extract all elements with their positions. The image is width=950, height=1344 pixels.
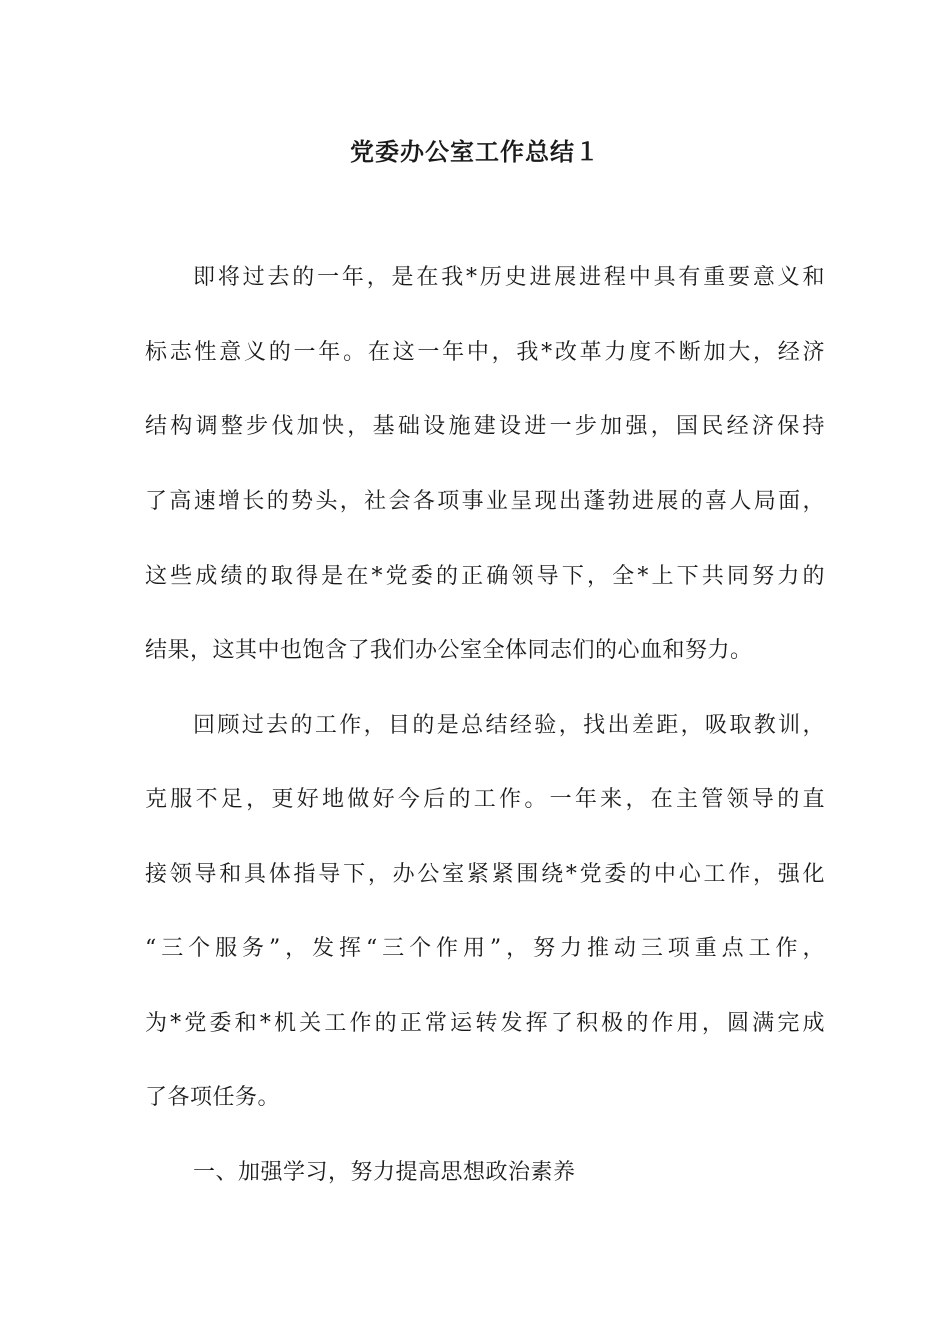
paragraph-line: 结果，这其中也饱含了我们办公室全体同志们的心血和努力。 [145, 638, 753, 663]
section-heading: 一、加强学习，努力提高思想政治素养 [193, 1160, 576, 1185]
document-title: 党委办公室工作总结１ [350, 137, 600, 166]
paragraph-line: 了各项任务。 [145, 1085, 281, 1110]
paragraph-line: 标志性意义的一年。在这一年中，我*改革力度不断加大，经济 [145, 340, 825, 365]
paragraph-line: 这些成绩的取得是在*党委的正确领导下，全*上下共同努力的 [145, 564, 825, 589]
paragraph-line: 即将过去的一年，是在我*历史进展进程中具有重要意义和 [193, 265, 825, 290]
paragraph-line: 为*党委和*机关工作的正常运转发挥了积极的作用，圆满完成 [145, 1011, 825, 1036]
paragraph-line: 了高速增长的势头，社会各项事业呈现出蓬勃进展的喜人局面， [145, 489, 825, 514]
paragraph-line: 克服不足，更好地做好今后的工作。一年来，在主管领导的直 [145, 787, 825, 812]
paragraph-line: 接领导和具体指导下，办公室紧紧围绕*党委的中心工作，强化 [145, 862, 825, 887]
paragraph-line: 回顾过去的工作，目的是总结经验，找出差距，吸取教训， [193, 713, 825, 738]
paragraph-line: 结构调整步伐加快，基础设施建设进一步加强，国民经济保持 [145, 414, 825, 439]
paragraph-line: “三个服务”，发挥“三个作用”，努力推动三项重点工作， [145, 936, 825, 961]
